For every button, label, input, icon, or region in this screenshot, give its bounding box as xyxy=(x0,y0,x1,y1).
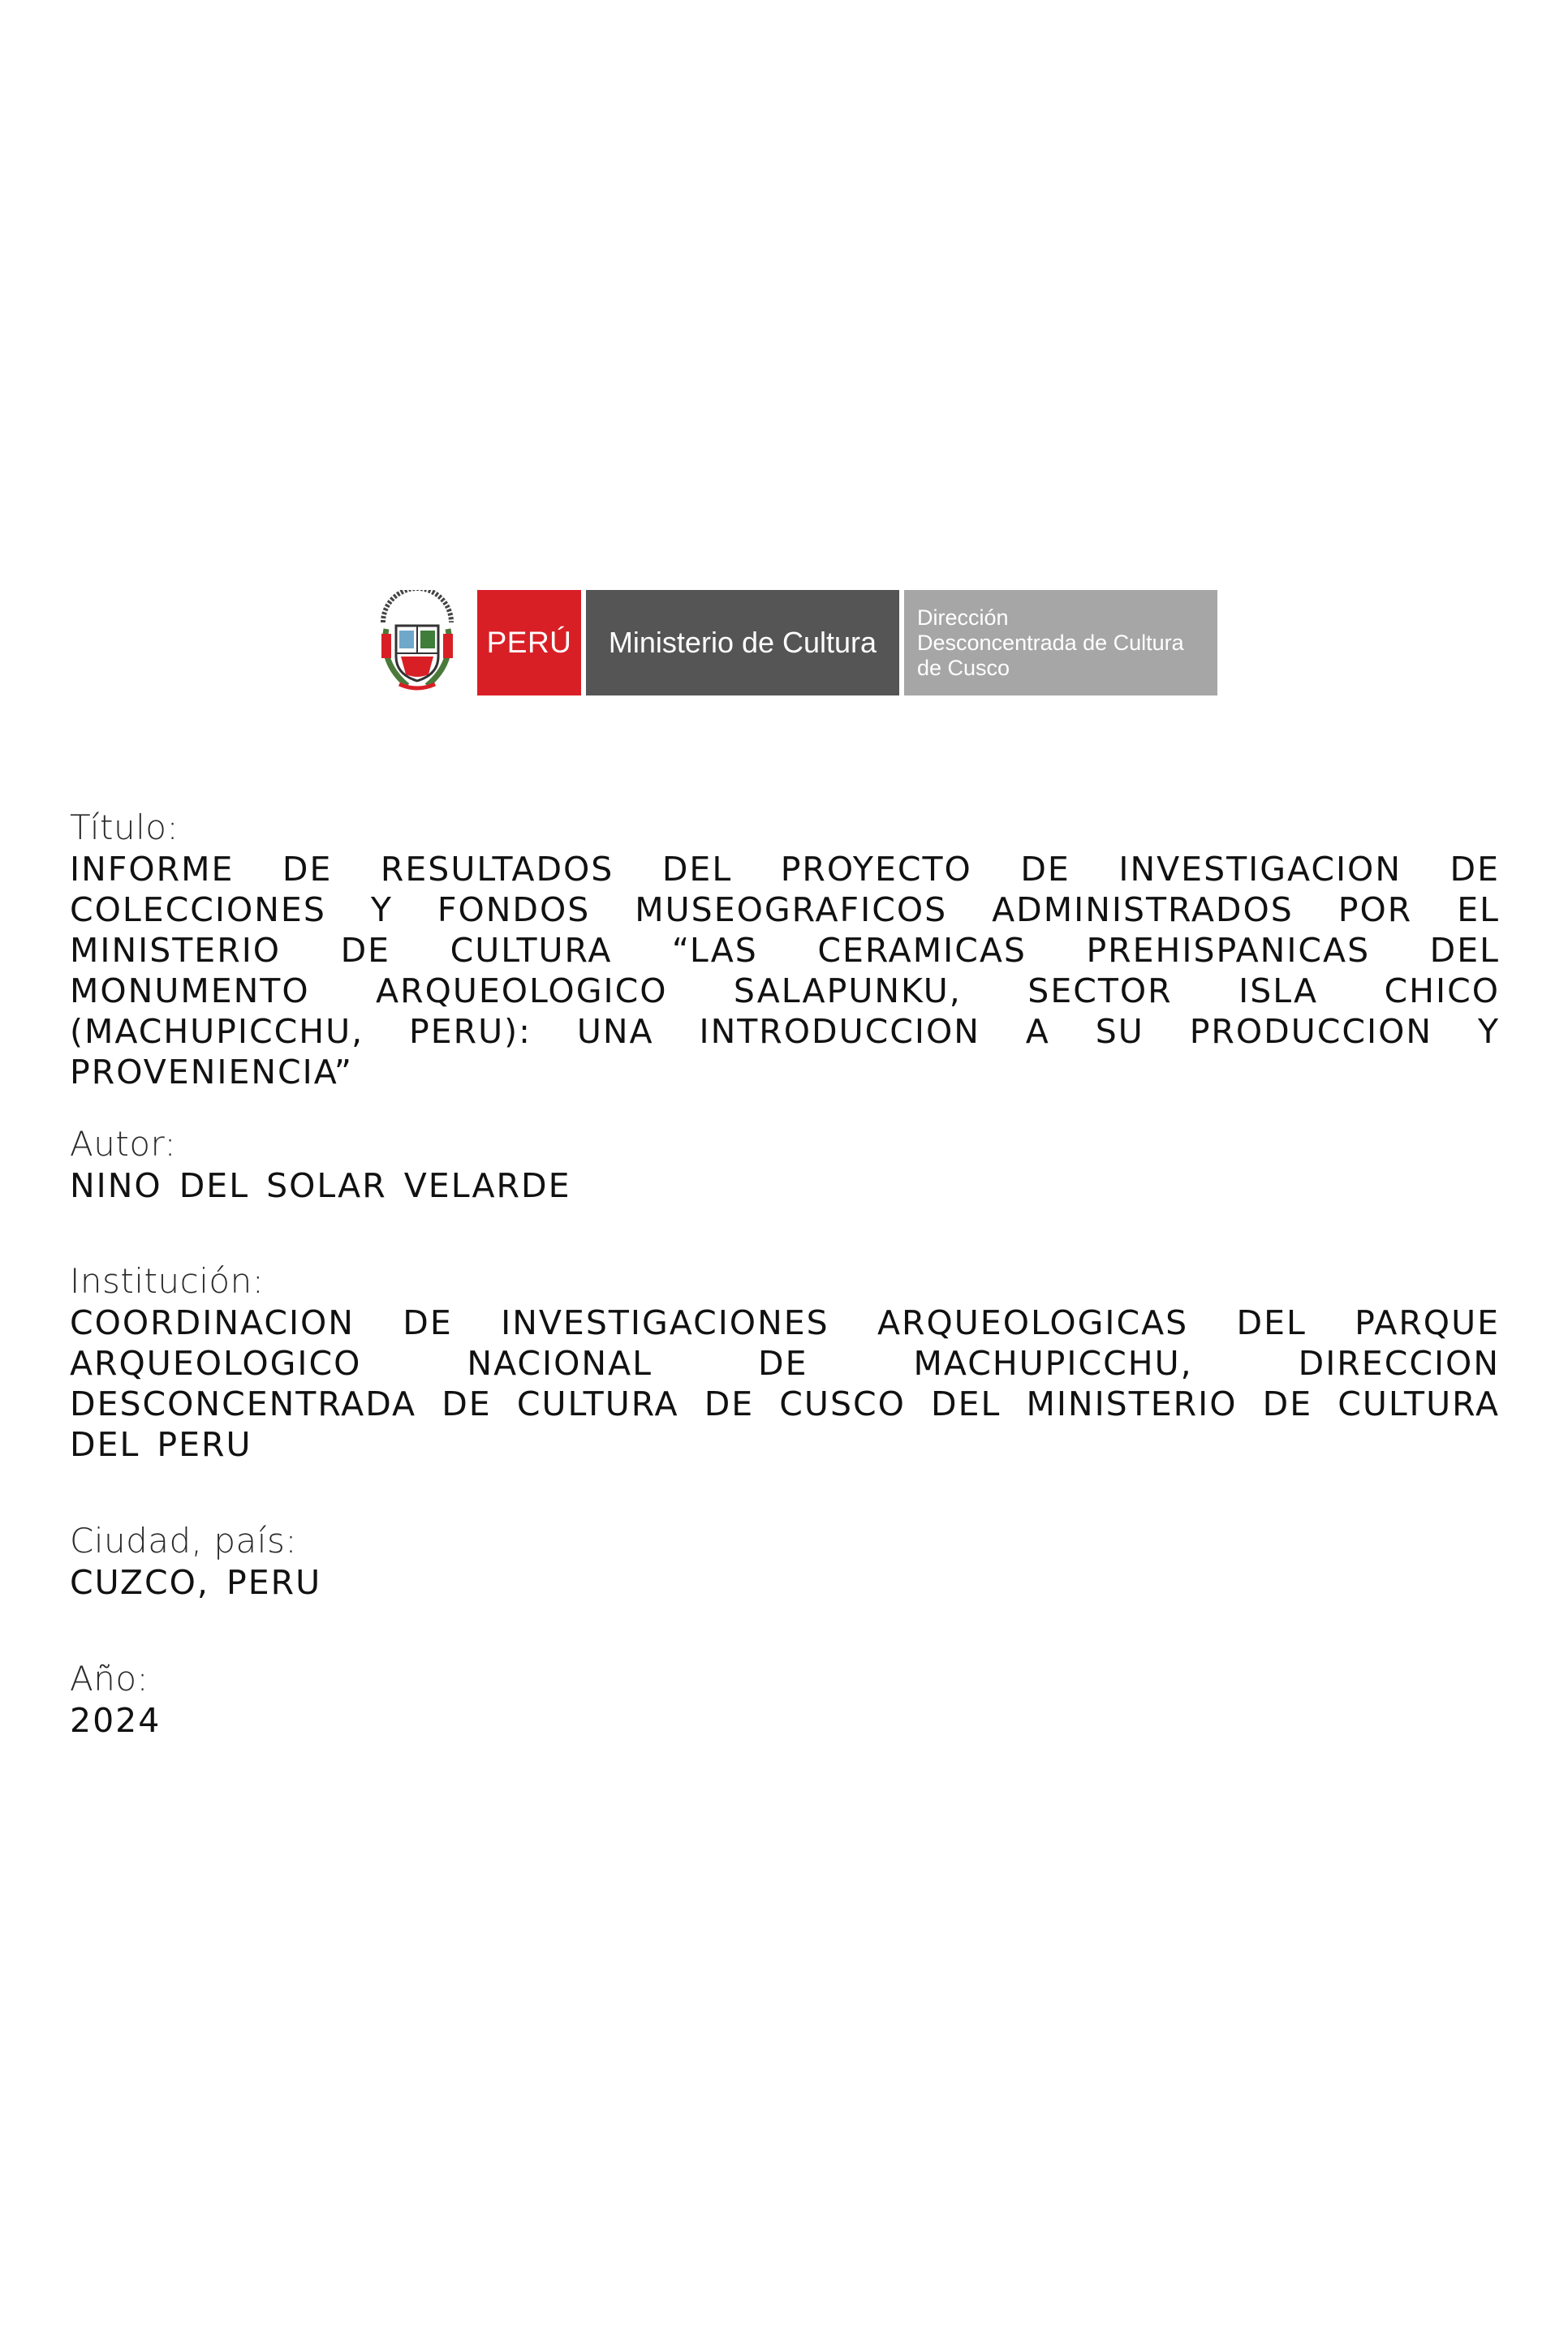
direccion-line-2: Desconcentrada de Cultura xyxy=(917,630,1184,655)
ciudad-label: Ciudad, país: xyxy=(70,1521,297,1561)
anio-section xyxy=(70,1658,1500,1741)
direccion-label xyxy=(904,590,1217,695)
ciudad-value: CUZCO, PERU xyxy=(70,1563,322,1602)
autor-label: Autor: xyxy=(70,1124,177,1164)
institucion-label: Institución: xyxy=(70,1261,265,1301)
direccion-line-3: de Cusco xyxy=(917,655,1010,680)
institucion-value: COORDINACION DE INVESTIGACIONES ARQUEOLOGICAS DEL PARQUE ARQUEOLOGICO NACIONAL DE MACHUPICCHU, DIRECCION DESCONCENTRADA DE CULTURA DE CUSCO DEL MINISTERIO DE CULTURA DEL PERU xyxy=(70,1303,1500,1464)
ministerio-cultura-logo xyxy=(375,590,1217,695)
peru-label: PERÚ xyxy=(477,590,581,695)
titulo-section xyxy=(70,807,1500,1092)
institucion-section xyxy=(70,1260,1500,1465)
titulo-value: INFORME DE RESULTADOS DEL PROYECTO DE INVESTIGACION DE COLECCIONES Y FONDOS MUSEOGRAFICOS ADMINISTRADOS POR EL MINISTERIO DE CULTURA “LAS CERAMICAS PREHISPANICAS DEL MONUMENTO ARQUEOLOGICO SALAPUNKU, SECTOR ISLA CHICO (MACHUPICCHU, PERU): UNA INTRODUCCION A SU PRODUCCION Y PROVENIENCIA” xyxy=(70,850,1500,1092)
autor-section xyxy=(70,1123,1500,1206)
autor-value: NINO DEL SOLAR VELARDE xyxy=(70,1166,571,1205)
direccion-line-1: Dirección xyxy=(917,605,1009,630)
coat-of-arms-icon xyxy=(375,590,459,695)
anio-value: 2024 xyxy=(70,1701,162,1740)
titulo-label: Título: xyxy=(70,807,179,847)
ciudad-section xyxy=(70,1520,1500,1603)
anio-label: Año: xyxy=(70,1659,149,1699)
ministerio-label: Ministerio de Cultura xyxy=(586,590,899,695)
